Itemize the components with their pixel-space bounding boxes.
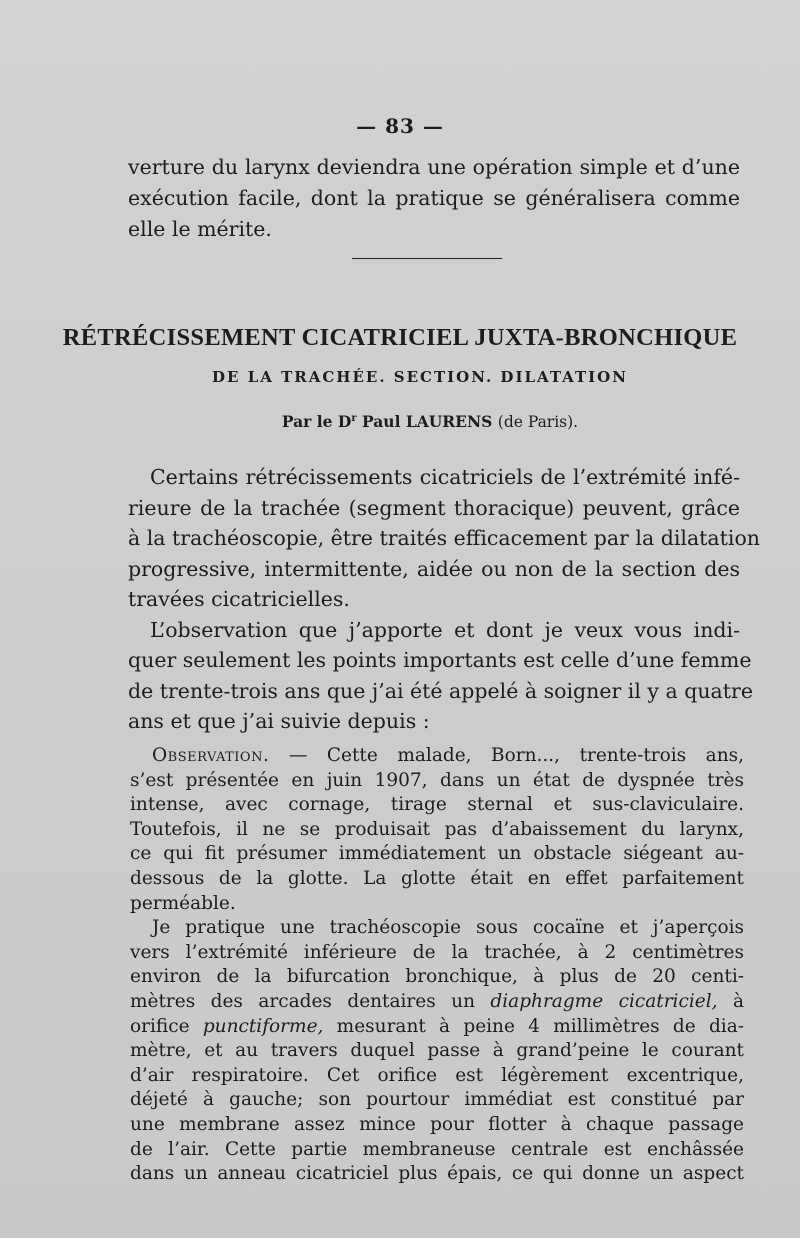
text-segment: à — [732, 990, 744, 1012]
observation-section — [130, 744, 744, 1187]
text-line: à la trachéoscopie, être traités efficacement par la dilatation — [128, 526, 760, 550]
text-line: ans et que j’ai suivie depuis : — [128, 709, 430, 733]
intro-paragraph — [128, 152, 740, 245]
text-line: dans un anneau cicatriciel plus épais, ce qui donne un aspect — [130, 1163, 744, 1185]
text-line: quer seulement les points importants est celle d’une femme — [128, 648, 752, 672]
text-line: de trente-trois ans que j’ai été appelé à soigner il y a quatre — [128, 678, 753, 703]
text-line: elle le mérite. — [128, 217, 272, 241]
italic-term: diaphragme cicatriciel, — [490, 990, 718, 1012]
text-line: travées cicatricielles. — [128, 587, 350, 611]
text-line: progressive, intermittente, aidée ou non de la section des — [128, 556, 740, 581]
text-line: L’observation que j’apporte et dont je veux vous indi- — [150, 617, 740, 642]
text-line: s’est présentée en juin 1907, dans un état de dyspnée très — [130, 769, 744, 791]
byline-sup: r — [351, 412, 357, 424]
text-line-with-italic — [130, 1015, 744, 1040]
text-line: rieure de la trachée (segment thoracique) peuvent, grâce — [128, 495, 740, 520]
text-line-with-italic — [130, 990, 744, 1015]
italic-term: punctiforme, — [202, 1015, 324, 1037]
text-line: intense, avec cornage, tirage sternal et sus-claviculaire. — [130, 794, 744, 816]
text-line: Certains rétrécissements cicatriciels de l’extrémité infé- — [150, 465, 740, 489]
text-line: exécution facile, dont la pratique se généralisera comme — [128, 186, 740, 210]
byline-prefix: Par le D — [281, 412, 352, 431]
byline-suffix: (de Paris). — [497, 413, 579, 431]
text-line: déjeté à gauche; son pourtour immédiat est constitué par — [130, 1089, 744, 1111]
text-segment: orifice — [130, 1015, 190, 1037]
text-segment: mesurant à peine 4 millimètres de dia- — [336, 1015, 744, 1037]
article-subtitle: DE LA TRACHÉE. SECTION. DILATATION — [212, 368, 628, 386]
observation-label: Observation. — [152, 745, 270, 766]
text-line: d’air respiratoire. Cet orifice est légèrement excentrique, — [130, 1064, 744, 1086]
text-line: une membrane assez mince pour flotter à chaque passage — [130, 1113, 744, 1135]
section-divider — [352, 258, 502, 259]
text-line: dessous de la glotte. La glotte était en effet parfaitement — [130, 867, 744, 889]
article-byline — [0, 412, 800, 431]
text-line: mètre, et au travers duquel passe à grand’peine le courant — [130, 1040, 744, 1062]
observation-first-line — [130, 744, 744, 769]
body-text — [128, 462, 760, 737]
text-line: verture du larynx deviendra une opération simple et d’une — [128, 155, 740, 179]
text-segment: — Cette malade, Born..., trente-trois ans, — [288, 745, 744, 766]
text-line: perméable. — [130, 892, 236, 914]
author-name: Paul LAURENS — [362, 412, 493, 431]
article-title: RÉTRÉCISSEMENT CICATRICIEL JUXTA-BRONCHIQUE — [62, 324, 738, 351]
text-line: ce qui fit présumer immédiatement un obstacle siégeant au- — [130, 843, 744, 865]
text-line: de l’air. Cette partie membraneuse centrale est enchâssée — [130, 1138, 744, 1160]
text-line: vers l’extrémité inférieure de la trachée, à 2 centimètres — [130, 941, 744, 963]
text-line: Toutefois, il ne se produisait pas d’abaissement du larynx, — [130, 818, 744, 840]
text-segment: mètres des arcades dentaires un — [130, 990, 475, 1012]
text-line: Je pratique une trachéoscopie sous cocaïne et j’aperçois — [152, 917, 744, 939]
text-line: environ de la bifurcation bronchique, à plus de 20 centi- — [130, 966, 744, 988]
page-number: — 83 — — [356, 114, 444, 138]
